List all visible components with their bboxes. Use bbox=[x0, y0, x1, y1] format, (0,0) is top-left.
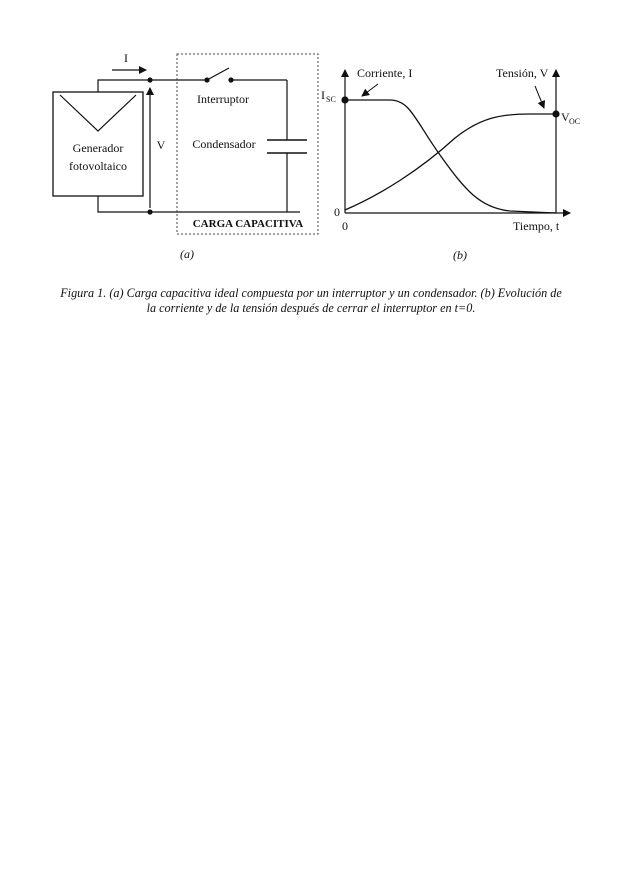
caption-line-2: la corriente y de la tensión después de cerrar el interruptor en t=0. bbox=[146, 301, 476, 315]
current-label: I bbox=[124, 51, 128, 65]
isc-label: I bbox=[321, 88, 325, 102]
panel-a-label: (a) bbox=[180, 247, 194, 261]
generator-label-line2: fotovoltaico bbox=[69, 159, 127, 173]
isc-point bbox=[341, 96, 348, 103]
origin-y-label: 0 bbox=[334, 205, 340, 219]
voltage-axis-label: Tensión, V bbox=[496, 66, 549, 80]
circuit-diagram bbox=[53, 51, 318, 261]
current-label-pointer bbox=[362, 84, 378, 96]
terminal-top bbox=[147, 77, 152, 82]
bottom-wire bbox=[98, 196, 300, 212]
voltage-curve bbox=[345, 114, 556, 210]
current-axis-label: Corriente, I bbox=[357, 66, 413, 80]
figure-caption bbox=[28, 286, 594, 316]
voc-subscript: OC bbox=[569, 117, 581, 126]
top-wire bbox=[98, 80, 150, 92]
origin-x-label: 0 bbox=[342, 219, 348, 233]
current-voltage-graph bbox=[321, 66, 580, 262]
capacitive-load-label: CARGA CAPACITIVA bbox=[192, 218, 304, 230]
capacitor-label: Condensador bbox=[192, 137, 256, 151]
switch-label: Interruptor bbox=[197, 92, 249, 106]
current-curve bbox=[345, 100, 556, 213]
isc-subscript: SC bbox=[326, 95, 336, 104]
panel-b-label: (b) bbox=[453, 248, 467, 262]
switch-contact-right bbox=[228, 77, 233, 82]
voltage-label-pointer bbox=[535, 86, 544, 108]
generator-label-line1: Generador bbox=[72, 141, 124, 155]
caption-line-1: Figura 1. (a) Carga capacitiva ideal compuesta por un interruptor y un condensador. (b) Evolución de bbox=[60, 286, 562, 300]
terminal-bottom bbox=[147, 209, 152, 214]
generator-v-symbol bbox=[60, 95, 136, 131]
voc-label: V bbox=[561, 110, 570, 124]
switch-blade bbox=[207, 68, 229, 80]
voltage-label: V bbox=[156, 138, 166, 152]
voc-point bbox=[552, 110, 559, 117]
time-axis-label: Tiempo, t bbox=[513, 219, 560, 233]
